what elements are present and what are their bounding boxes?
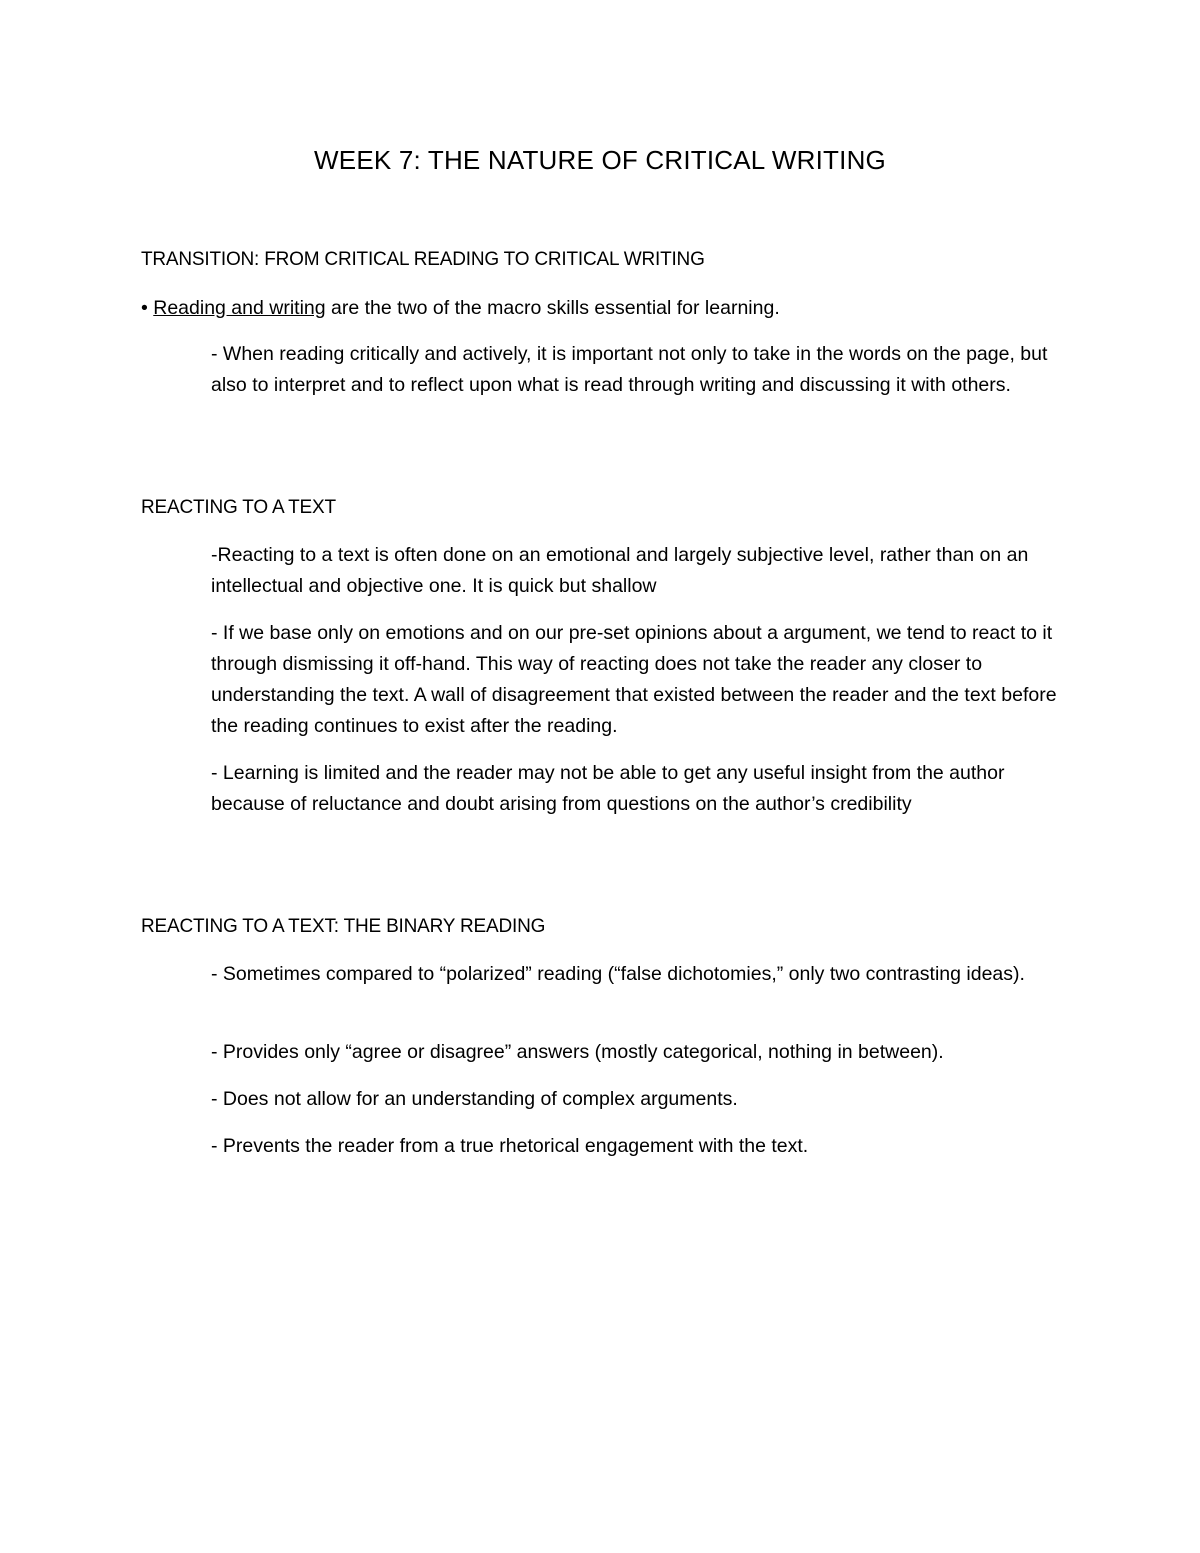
paragraph-learning-limited: - Learning is limited and the reader may not be able to get any useful insight from the author because of reluctance and doubt arising from questions on the author’s credibility [211, 762, 1005, 815]
bullet-marker: • [141, 297, 148, 319]
paragraph-agree-disagree: - Provides only “agree or disagree” answers (mostly categorical, nothing in between). [211, 1041, 944, 1063]
bullet-item [141, 293, 780, 324]
paragraph-reacting-emotional: -Reacting to a text is often done on an emotional and largely subjective level, rather than on an intellectual and objective one. It is quick but shallow [211, 544, 1029, 597]
paragraph-pre-set-opinions: - If we base only on emotions and on our pre-set opinions about a argument, we tend to react to it through dismissing it off-hand. This way of reacting does not take the reader any closer to understanding the text. A wall of disagreement that existed between the reader and the text before the reading continues to exist after the reading. [211, 622, 1057, 737]
page-title: WEEK 7: THE NATURE OF CRITICAL WRITING [314, 145, 886, 175]
paragraph-polarized: - Sometimes compared to “polarized” reading (“false dichotomies,” only two contrasting ideas). [211, 963, 1025, 985]
section-heading-reacting: REACTING TO A TEXT [141, 497, 336, 518]
underlined-phrase: Reading and writing [153, 297, 326, 319]
section-heading-binary-reading: REACTING TO A TEXT: THE BINARY READING [141, 916, 546, 937]
paragraph-reading-critically: - When reading critically and actively, it is important not only to take in the words on the page, but also to interpret and to reflect upon what is read through writing and discussing it with others. [211, 343, 1048, 396]
paragraph-rhetorical-engagement: - Prevents the reader from a true rhetorical engagement with the text. [211, 1135, 809, 1157]
bullet-text: are the two of the macro skills essential for learning. [325, 297, 780, 319]
section-heading-transition: TRANSITION: FROM CRITICAL READING TO CRITICAL WRITING [141, 249, 705, 270]
paragraph-complex-arguments: - Does not allow for an understanding of complex arguments. [211, 1088, 738, 1110]
